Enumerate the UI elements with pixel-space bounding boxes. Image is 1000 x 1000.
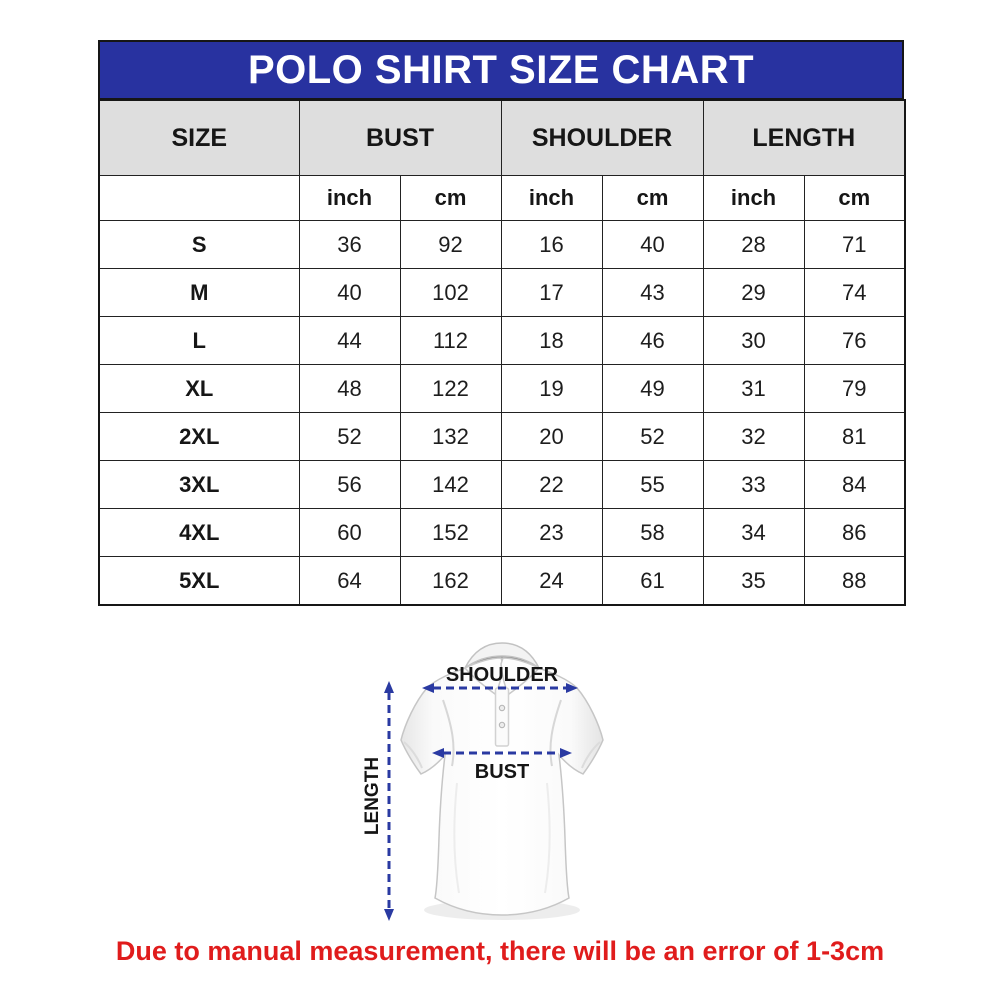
size-cell: L (99, 317, 299, 365)
value-cell: 61 (602, 557, 703, 606)
value-cell: 92 (400, 221, 501, 269)
value-cell: 86 (804, 509, 905, 557)
value-cell: 48 (299, 365, 400, 413)
value-cell: 31 (703, 365, 804, 413)
table-row (99, 557, 905, 606)
size-cell: 4XL (99, 509, 299, 557)
col-header-shoulder: SHOULDER (501, 100, 703, 176)
value-cell: 58 (602, 509, 703, 557)
value-cell: 19 (501, 365, 602, 413)
value-cell: 102 (400, 269, 501, 317)
unit-cell: inch (703, 176, 804, 221)
unit-cell: inch (501, 176, 602, 221)
measurement-diagram (332, 638, 672, 938)
unit-empty-cell (99, 176, 299, 221)
value-cell: 55 (602, 461, 703, 509)
value-cell: 16 (501, 221, 602, 269)
value-cell: 30 (703, 317, 804, 365)
size-cell: 2XL (99, 413, 299, 461)
value-cell: 79 (804, 365, 905, 413)
value-cell: 162 (400, 557, 501, 606)
value-cell: 20 (501, 413, 602, 461)
size-cell: XL (99, 365, 299, 413)
table-row (99, 461, 905, 509)
value-cell: 56 (299, 461, 400, 509)
size-chart (98, 40, 904, 606)
shoulder-label: SHOULDER (445, 664, 559, 686)
value-cell: 28 (703, 221, 804, 269)
value-cell: 40 (602, 221, 703, 269)
col-header-length: LENGTH (703, 100, 905, 176)
size-cell: M (99, 269, 299, 317)
table-row (99, 365, 905, 413)
unit-cell: inch (299, 176, 400, 221)
value-cell: 52 (602, 413, 703, 461)
value-cell: 142 (400, 461, 501, 509)
value-cell: 36 (299, 221, 400, 269)
value-cell: 60 (299, 509, 400, 557)
value-cell: 84 (804, 461, 905, 509)
size-cell: 3XL (99, 461, 299, 509)
unit-cell: cm (400, 176, 501, 221)
value-cell: 49 (602, 365, 703, 413)
unit-cell: cm (602, 176, 703, 221)
value-cell: 34 (703, 509, 804, 557)
value-cell: 35 (703, 557, 804, 606)
value-cell: 29 (703, 269, 804, 317)
value-cell: 76 (804, 317, 905, 365)
value-cell: 64 (299, 557, 400, 606)
length-label: LENGTH (362, 756, 383, 836)
button (499, 722, 504, 727)
value-cell: 22 (501, 461, 602, 509)
value-cell: 122 (400, 365, 501, 413)
group-header-row (99, 100, 905, 176)
size-cell: 5XL (99, 557, 299, 606)
table-row (99, 413, 905, 461)
col-header-size: SIZE (99, 100, 299, 176)
unit-cell: cm (804, 176, 905, 221)
value-cell: 43 (602, 269, 703, 317)
length-arrowhead-top (384, 681, 394, 693)
table-row (99, 269, 905, 317)
unit-header-row (99, 176, 905, 221)
chart-title-bar (98, 40, 904, 100)
col-header-bust: BUST (299, 100, 501, 176)
value-cell: 18 (501, 317, 602, 365)
value-cell: 46 (602, 317, 703, 365)
button (499, 705, 504, 710)
value-cell: 44 (299, 317, 400, 365)
value-cell: 71 (804, 221, 905, 269)
polo-shirt-illustration (332, 638, 672, 938)
measurement-note: Due to manual measurement, there will be an error of 1-3cm (115, 936, 885, 966)
size-table (98, 99, 906, 606)
bust-label: BUST (474, 761, 530, 783)
placket (496, 688, 509, 746)
size-cell: S (99, 221, 299, 269)
chart-title: POLO SHIRT SIZE CHART (247, 47, 755, 92)
table-row (99, 509, 905, 557)
value-cell: 52 (299, 413, 400, 461)
value-cell: 152 (400, 509, 501, 557)
value-cell: 112 (400, 317, 501, 365)
value-cell: 132 (400, 413, 501, 461)
table-row (99, 317, 905, 365)
value-cell: 17 (501, 269, 602, 317)
value-cell: 33 (703, 461, 804, 509)
value-cell: 23 (501, 509, 602, 557)
value-cell: 88 (804, 557, 905, 606)
value-cell: 74 (804, 269, 905, 317)
table-row (99, 221, 905, 269)
value-cell: 32 (703, 413, 804, 461)
length-arrowhead-bottom (384, 909, 394, 921)
value-cell: 81 (804, 413, 905, 461)
value-cell: 40 (299, 269, 400, 317)
value-cell: 24 (501, 557, 602, 606)
